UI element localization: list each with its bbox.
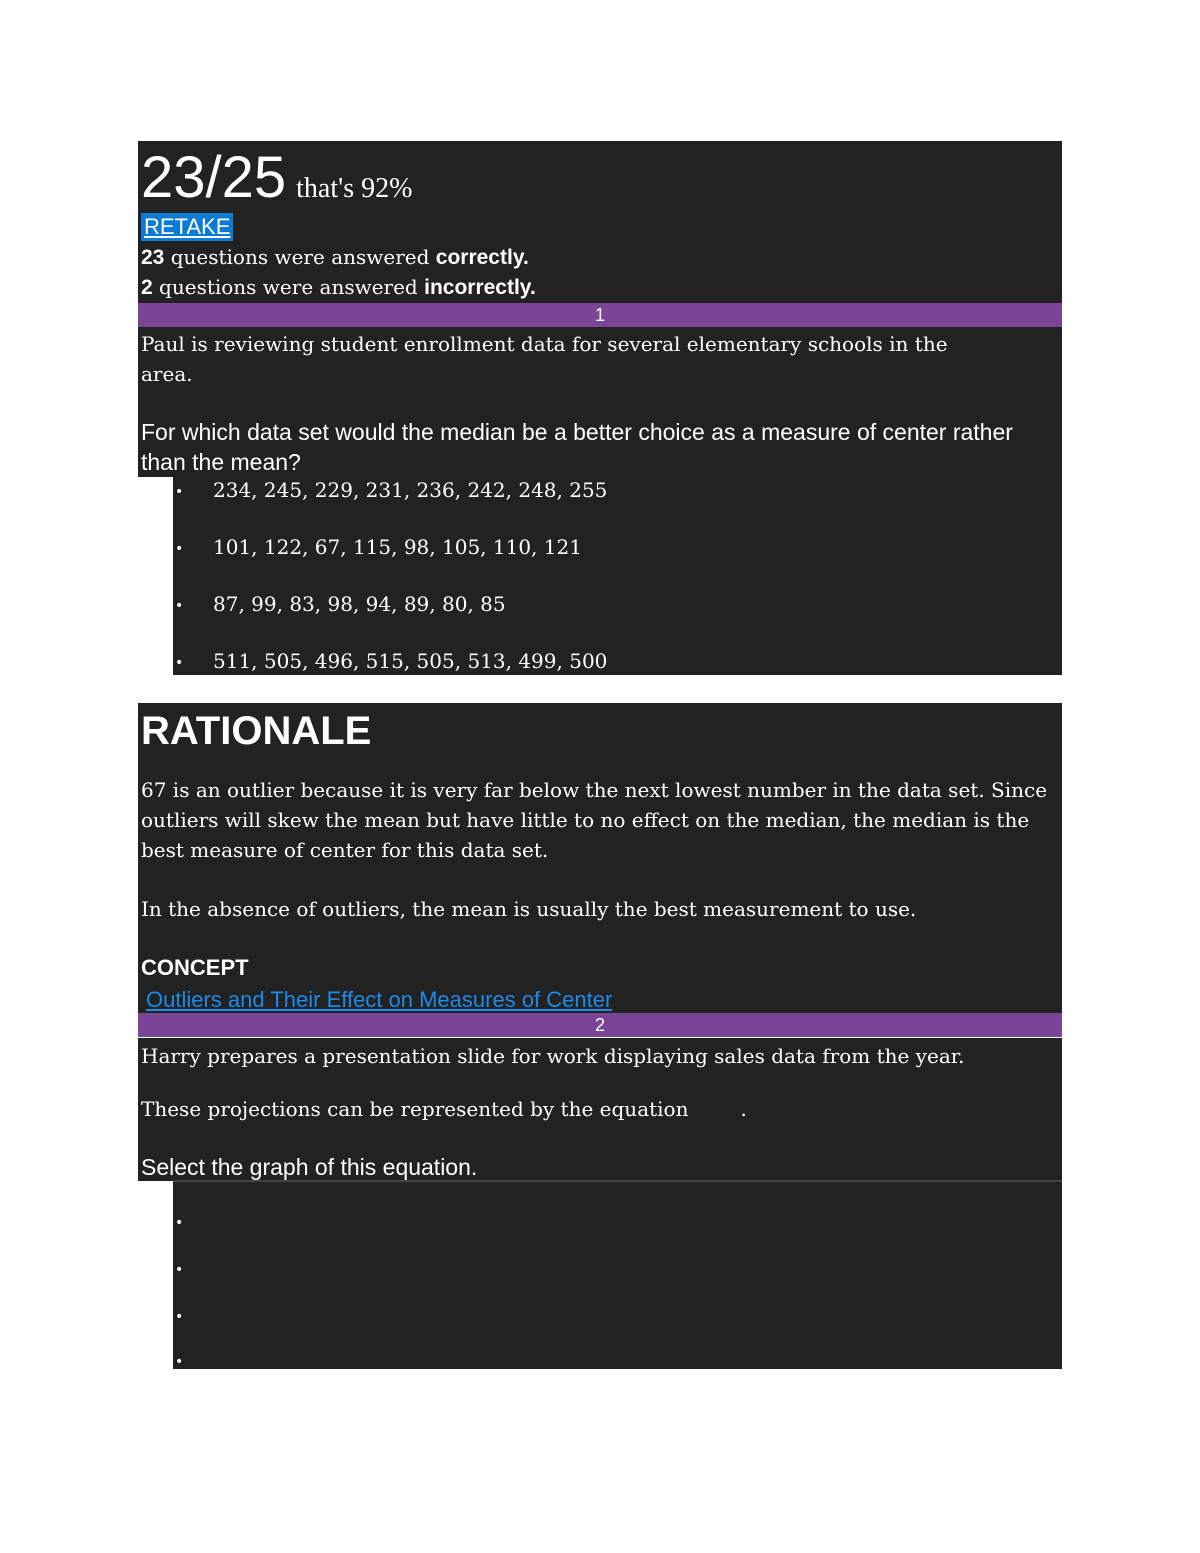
score-value: 23/25 (141, 145, 287, 210)
question-2-prompt-line-1: Harry prepares a presentation slide for work displaying sales data from the year. (141, 1044, 965, 1068)
bullet-icon: • (175, 540, 184, 557)
rationale-panel (138, 703, 1062, 1013)
rationale-title: RATIONALE (141, 709, 372, 753)
incorrect-count: 2 (141, 276, 153, 299)
option-item[interactable] (173, 1207, 213, 1237)
bullet-icon: • (175, 654, 184, 671)
option-item[interactable] (173, 590, 506, 620)
incorrect-period: . (529, 276, 536, 299)
question-2-text: Select the graph of this equation. (141, 1154, 478, 1180)
question-2-prompt-line-2 (141, 1094, 1048, 1124)
bullet-icon: • (175, 1214, 184, 1231)
question-number-bar: 1 (138, 303, 1062, 327)
incorrect-summary (141, 274, 536, 301)
question-1-prompt-line-2: area. (141, 362, 193, 386)
score-line (141, 147, 412, 209)
correct-word: correctly (435, 246, 523, 269)
bullet-icon: • (175, 483, 184, 500)
question-1-options (173, 475, 1062, 675)
option-text: 234, 245, 229, 231, 236, 242, 248, 255 (213, 478, 608, 502)
option-text: 511, 505, 496, 515, 505, 513, 499, 500 (213, 649, 608, 673)
retake-button[interactable]: RETAKE (141, 213, 233, 241)
bullet-icon: • (175, 597, 184, 614)
correct-count: 23 (141, 246, 165, 269)
question-number-bar: 2 (138, 1013, 1062, 1037)
correct-period: . (522, 246, 529, 269)
question-2-prompt-text: These projections can be represented by the equation (141, 1097, 689, 1121)
question-1-panel (138, 327, 1062, 477)
question-1-prompt-line-1: Paul is reviewing student enrollment data for several elementary schools in the (141, 332, 948, 356)
question-1-text: For which data set would the median be a better choice as a measure of center rather than the mean? (141, 419, 1013, 475)
rationale-paragraph-2: In the absence of outliers, the mean is usually the best measurement to use. (141, 897, 917, 921)
question-2-prompt-period: . (740, 1097, 747, 1121)
concept-link[interactable]: Outliers and Their Effect on Measures of Center (146, 987, 613, 1012)
correct-summary (141, 244, 529, 271)
option-text: 101, 122, 67, 115, 98, 105, 110, 121 (213, 535, 582, 559)
bullet-icon: • (175, 1353, 184, 1370)
question-2-options (173, 1182, 1062, 1369)
correct-text: questions were answered (170, 245, 430, 269)
score-summary-panel (138, 141, 1062, 303)
concept-label: CONCEPT (141, 955, 249, 980)
option-item[interactable] (173, 1301, 213, 1331)
rationale-paragraph-1: 67 is an outlier because it is very far below the next lowest number in the data set. Since outliers will skew the mean but have little to no effect on the median, the median is the best measure of center for this data set. (141, 778, 1048, 862)
option-item[interactable] (173, 647, 607, 677)
option-text: 87, 99, 83, 98, 94, 89, 80, 85 (213, 592, 506, 616)
option-item[interactable] (173, 476, 607, 506)
bullet-icon: • (175, 1261, 184, 1278)
incorrect-text: questions were answered (159, 275, 418, 299)
bullet-icon: • (175, 1308, 184, 1325)
option-item[interactable] (173, 1346, 213, 1376)
score-percent: that's 92% (296, 173, 413, 204)
question-2-panel (138, 1038, 1062, 1181)
incorrect-word: incorrectly (424, 276, 530, 299)
option-item[interactable] (173, 1254, 213, 1284)
option-item[interactable] (173, 533, 582, 563)
